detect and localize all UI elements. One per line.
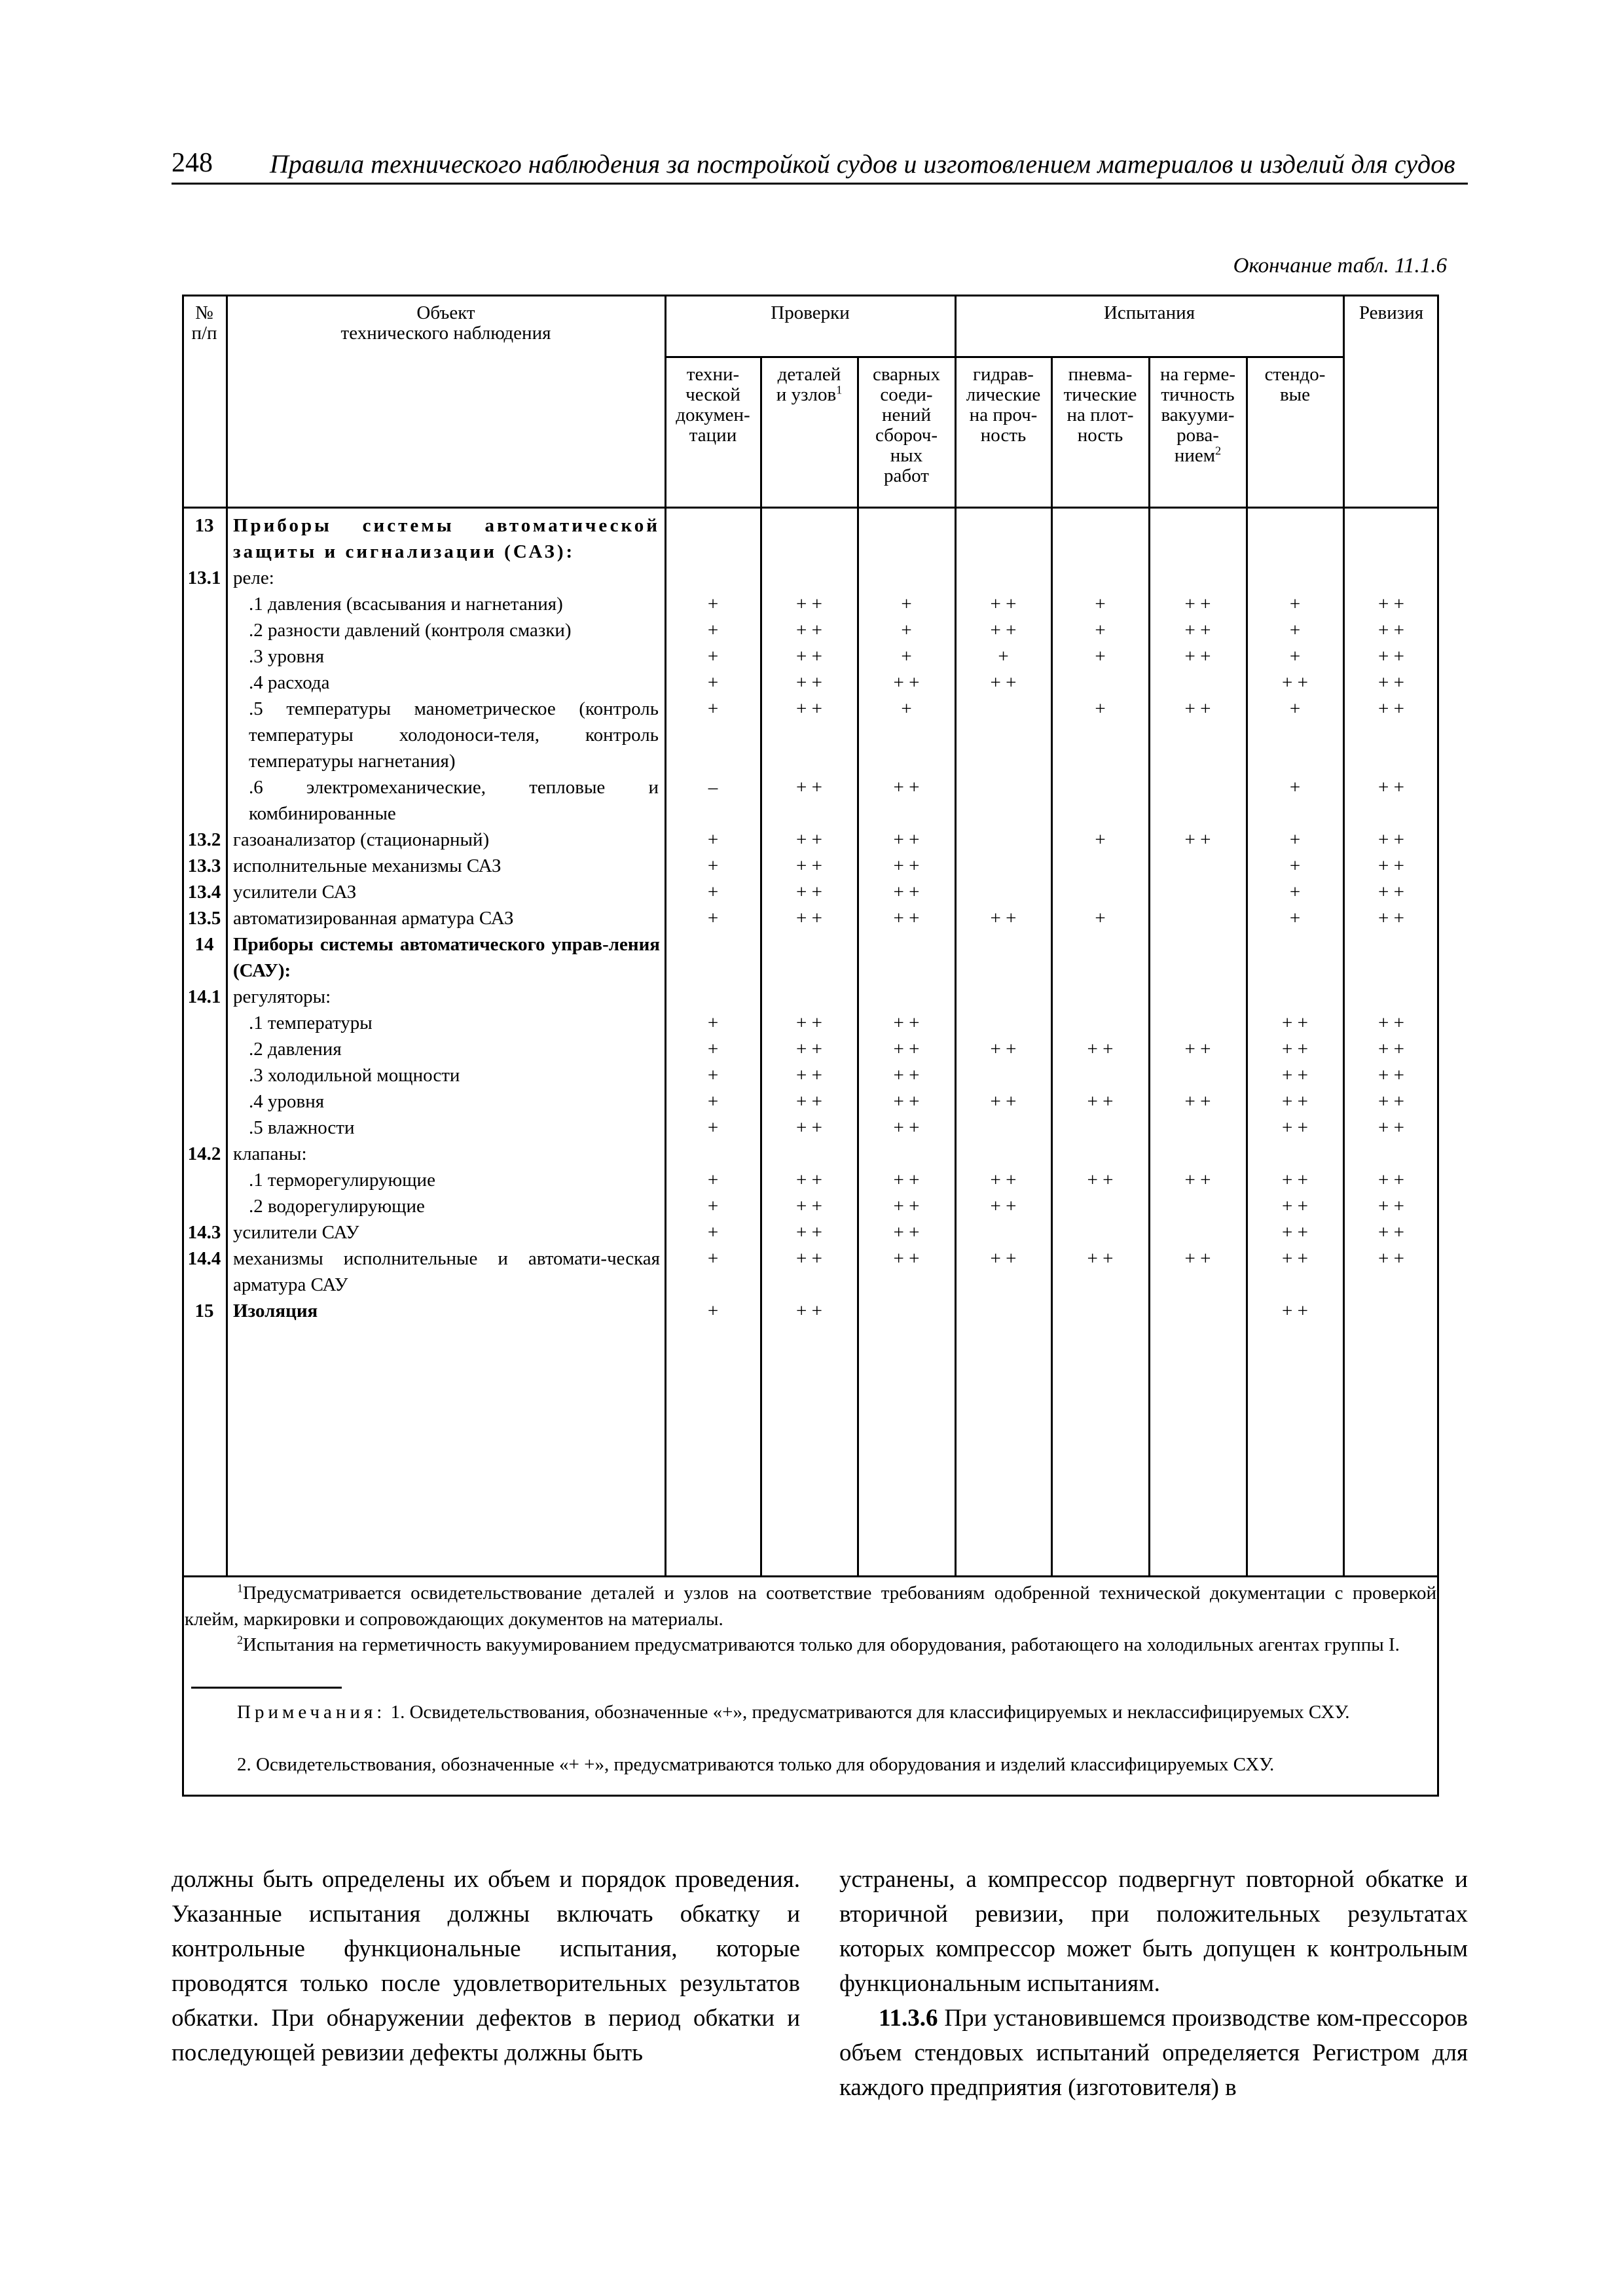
table-cell: + + [893,672,920,693]
row-number: 14.3 [187,1222,221,1243]
table-cell: + [1095,698,1106,719]
page-number: 248 [172,148,213,178]
body-paragraph: должны быть определены их объем и порядок проведения. Указанные испытания должны включать обкатку и контрольные функциональные испытания, которые проводятся только после удовлетворительных результатов обкатки. При обнаружении дефектов в период обкатки и последующей ревизии дефекты должны быть [172,1866,800,2066]
footnote-1: $^1$Предусматривается освидетельствование деталей и узлов на соответствие требованиям одобренной технической документации с проверкой клейм, маркировки и сопровождающих документов на материалы. [185,1581,1436,1630]
table-vertical-rule [760,357,762,1576]
row-number: 14 [194,934,214,955]
table-cell: + + [796,829,822,850]
table-cell: + + [1184,1039,1211,1060]
table-cell: + [707,829,719,850]
table-cell: + + [796,1091,822,1112]
table-vertical-rule [665,295,666,1576]
header-sub-2: деталей и узлов$^1$ [776,364,843,405]
row-object-text: Приборы системы автоматической защиты и сигнализации (САЗ): [233,515,660,562]
row-number: 14.2 [187,1143,221,1164]
table-cell: + [1289,829,1301,850]
table-cell: + + [1087,1170,1114,1191]
table-cell: + + [1378,620,1404,641]
table-cell: + + [990,594,1017,615]
table-cell: + + [796,594,822,615]
header-checks: Проверки [771,302,850,323]
page-header [172,147,1468,185]
row-number: 13.4 [187,882,221,903]
table-cell: + [707,1091,719,1112]
table-cell: + + [796,1196,822,1217]
table-cell: + [1289,594,1301,615]
table-cell: + + [1378,829,1404,850]
header-tests: Испытания [1103,302,1195,323]
table-cell: + + [796,777,822,798]
table-cell: + + [1378,1117,1404,1138]
row-object-text: .5 влажности [249,1117,355,1138]
table-cell: + + [990,1170,1017,1191]
table-cell: + + [990,1196,1017,1217]
table-cell: + [1095,829,1106,850]
table-cell: + [707,1300,719,1321]
note-1: Примечания: 1. Освидетельствования, обозначенные «+», предусматриваются для классифицируемых и неклассифицируемых СХУ. [237,1702,1350,1723]
table-cell: + + [1184,646,1211,667]
table-cell: + + [1282,1013,1308,1033]
table-cell: + + [893,882,920,903]
row-object-text: автоматизированная арматура САЗ [233,908,514,929]
table-cell: + [707,1117,719,1138]
table-cell: + + [1184,620,1211,641]
table-cell: + [707,1222,719,1243]
note-label: Примечания: [237,1702,386,1723]
table-cell: + + [1378,1091,1404,1112]
table-cell: + [901,594,912,615]
header-sub-6: на герме- тичность вакууми- рова- нием$^2$ [1160,364,1235,466]
table-cell: + + [1282,1248,1308,1269]
table-cell: + [1095,620,1106,641]
table-cell: + [901,620,912,641]
table-cell: + + [1282,1222,1308,1243]
table-cell: + + [1378,1196,1404,1217]
table-cell: + [707,1013,719,1033]
table-cell: + [707,908,719,929]
header-sub-4: гидрав- лические на проч- ность [966,364,1041,446]
table-cell: + [707,882,719,903]
table-cell: + + [1184,829,1211,850]
table-cell: – [708,777,718,798]
table-cell: + [1095,594,1106,615]
table-cell: + [707,1065,719,1086]
table-caption: Окончание табл. 11.1.6 [1233,254,1447,278]
table-cell: + + [990,908,1017,929]
table-cell: + + [893,1196,920,1217]
header-sub-7: стендо- вые [1264,364,1326,405]
footnote-rule [191,1687,342,1689]
table-cell: + + [1282,1039,1308,1060]
row-object-text: .1 давления (всасывания и нагнетания) [249,594,563,615]
table-cell: + + [796,1065,822,1086]
table-cell: + [707,1196,719,1217]
table-cell: + + [1184,594,1211,615]
table-cell: + + [893,1117,920,1138]
table-vertical-rule [857,357,859,1576]
table-cell: + [901,646,912,667]
table-cell: + + [1378,908,1404,929]
table-cell: + + [796,908,822,929]
table-cell: + + [990,620,1017,641]
row-object-text: реле: [233,567,274,588]
header-sub-3: сварных соеди- нений сбороч- ных работ [872,364,941,486]
table-cell: + + [1184,1091,1211,1112]
header-num: № п/п [191,302,217,344]
table-cell: + [707,620,719,641]
row-object-text: .3 холодильной мощности [249,1065,460,1086]
header-sub-5: пневма- тические на плот- ность [1063,364,1137,446]
table-cell: + [1289,855,1301,876]
table-cell: + [1095,908,1106,929]
row-object-text: .4 расхода [249,672,330,693]
table-cell: + + [893,1222,920,1243]
table-cell: + + [893,1039,920,1060]
table-cell: + [707,646,719,667]
table-vertical-rule [1246,357,1248,1576]
table-vertical-rule [955,295,957,1576]
table-cell: + + [1282,1065,1308,1086]
row-object-text: .1 температуры [249,1013,373,1033]
table-cell: + [707,698,719,719]
table-cell: + + [1282,1117,1308,1138]
header-object: Объект технического наблюдения [340,302,551,344]
table-cell: + + [893,1248,920,1269]
table-cell: + + [893,1091,920,1112]
row-object-text: усилители САЗ [233,882,357,903]
row-number: 14.4 [187,1248,221,1269]
table-cell: + + [1282,1091,1308,1112]
table-cell: + + [1282,1300,1308,1321]
body-paragraph: устранены, а компрессор подвергнут повторной обкатке и вторичной ревизии, при положительных результатах которых компрессор может быть допущен к контрольным функциональным испытаниям. [839,1866,1468,1997]
table-cell: + + [796,1300,822,1321]
table-cell: + [707,1170,719,1191]
table-cell: + [707,1039,719,1060]
table-cell: + + [1378,646,1404,667]
table-cell: + + [1087,1039,1114,1060]
row-object-text: .2 разности давлений (контроля смазки) [249,620,572,641]
table-cell: + + [1184,698,1211,719]
row-number: 13.2 [187,829,221,850]
table-cell: + [1289,646,1301,667]
table-cell: + + [893,1013,920,1033]
row-object-text: Изоляция [233,1300,318,1321]
row-number: 13 [194,515,214,536]
body-paragraph-section [839,2001,1468,2105]
row-object-text: исполнительные механизмы САЗ [233,855,501,876]
table-cell: + [998,646,1009,667]
row-object-text: газоанализатор (стационарный) [233,829,490,850]
table-cell: + [707,855,719,876]
body-column-right [839,1862,1468,2105]
table-cell: + + [796,1170,822,1191]
row-object-text: клапаны: [233,1143,307,1164]
row-object-text: усилители САУ [233,1222,359,1243]
row-object-text: .1 терморегулирующие [249,1170,435,1191]
table-cell: + [707,672,719,693]
table-cell: + + [796,1222,822,1243]
table-cell: + [707,1248,719,1269]
table-cell: + + [893,777,920,798]
table-cell: + + [990,672,1017,693]
table-cell: + + [1378,1065,1404,1086]
table-cell: + [707,594,719,615]
table-cell: + [1289,908,1301,929]
section-number: 11.3.6 [879,2005,938,2032]
row-object-text: .2 давления [249,1039,342,1060]
table-cell: + + [796,1117,822,1138]
table-cell: + + [1378,882,1404,903]
table-horizontal-rule [665,356,1343,358]
table-cell: + [1289,620,1301,641]
table-cell: + + [1378,855,1404,876]
table-cell: + [901,698,912,719]
table-vertical-rule [1051,357,1053,1576]
table-cell: + + [1378,1170,1404,1191]
table-cell: + + [1282,1170,1308,1191]
table-vertical-rule [1148,357,1150,1576]
table-cell: + + [1378,672,1404,693]
table-cell: + + [1378,594,1404,615]
table-cell: + + [796,1013,822,1033]
table-vertical-rule [1343,295,1345,1576]
table-cell: + + [990,1248,1017,1269]
table-cell: + + [893,855,920,876]
table-cell: + [1289,698,1301,719]
table-cell: + + [893,1065,920,1086]
table-cell: + + [1282,1196,1308,1217]
row-object-text: .2 водорегулирующие [249,1196,425,1217]
table-cell: + + [796,620,822,641]
table-horizontal-rule [182,1575,1439,1577]
row-number: 13.1 [187,567,221,588]
header-sub-1: техни- ческой докумен- тации [676,364,750,446]
table-cell: + + [1184,1170,1211,1191]
table-cell: + + [796,882,822,903]
table-cell: + + [893,1170,920,1191]
table-cell: + + [990,1039,1017,1060]
row-object-text: .3 уровня [249,646,325,667]
table-cell: + + [796,1248,822,1269]
table-horizontal-rule [182,507,1439,509]
table-cell: + + [1378,1248,1404,1269]
table-cell: + + [796,698,822,719]
row-number: 15 [194,1300,214,1321]
body-column-left [172,1862,800,2070]
row-object-text: .4 уровня [249,1091,325,1112]
table-cell: + + [1378,698,1404,719]
table-cell: + [1095,646,1106,667]
row-object-text: регуляторы: [233,986,331,1007]
table-cell: + + [1087,1248,1114,1269]
table-cell: + + [1087,1091,1114,1112]
header-revision: Ревизия [1359,302,1424,323]
row-number: 13.3 [187,855,221,876]
row-number: 13.5 [187,908,221,929]
row-object-text: .5 температуры манометрическое (контроль температуры холодоноси-теля, контроль температуры нагнетания) [249,698,659,772]
row-object-text: .6 электромеханические, тепловые и комбинированные [249,777,659,824]
section-text: При установившемся производстве ком-прессоров объем стендовых испытаний определяется Регистром для каждого предприятия (изготовителя) в [839,2005,1468,2101]
row-number: 14.1 [187,986,221,1007]
table-cell: + [1289,882,1301,903]
table-cell: + + [796,646,822,667]
table-cell: + + [1184,1248,1211,1269]
table-cell: + + [796,1039,822,1060]
table-cell: + + [893,908,920,929]
table-cell: + + [796,672,822,693]
table-cell: + + [1378,777,1404,798]
table-cell: + + [1378,1013,1404,1033]
row-object-text: Приборы системы автоматического управ-ления (САУ): [233,934,660,981]
row-object-text: механизмы исполнительные и автомати-ческая арматура САУ [233,1248,660,1295]
note-2: 2. Освидетельствования, обозначенные «+ +», предусматриваются только для оборудования и изделий классифицируемых СХУ. [237,1754,1275,1775]
table-cell: + + [1282,672,1308,693]
footnote-2: $^2$Испытания на герметичность вакуумированием предусматриваются только для оборудования, работающего на холодильных агентах группы I. [237,1633,1400,1655]
table-cell: + + [990,1091,1017,1112]
running-title: Правила технического наблюдения за постройкой судов и изготовлением материалов и изделий для судов [270,149,1455,179]
table-cell: + + [1378,1222,1404,1243]
table-cell: + + [796,855,822,876]
table-cell: + + [1378,1039,1404,1060]
table-cell: + + [893,829,920,850]
table-cell: + [1289,777,1301,798]
